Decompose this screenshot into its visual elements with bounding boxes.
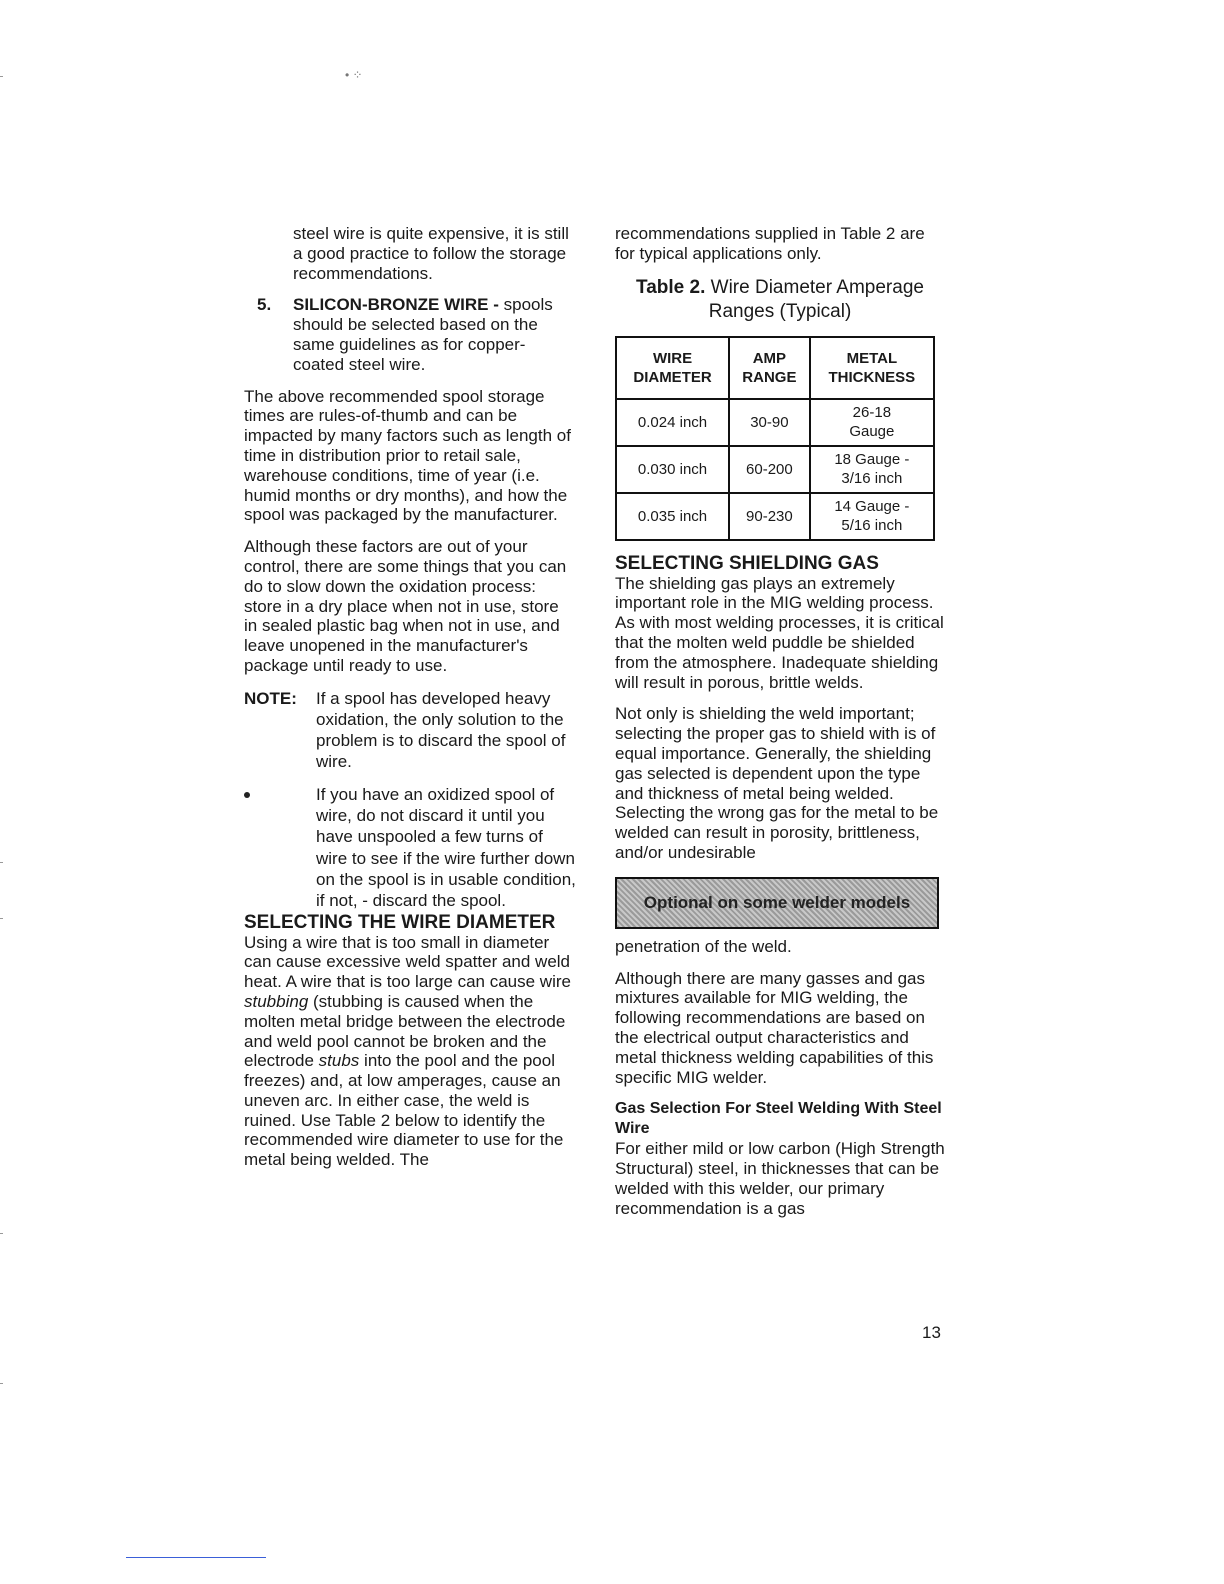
- table-row: [616, 446, 934, 493]
- cell-metal-thickness: 18 Gauge - 3/16 inch: [810, 446, 934, 493]
- margin-tick: [0, 76, 3, 77]
- right-column: [615, 224, 945, 1231]
- section-heading-shielding-gas: SELECTING SHIELDING GAS: [615, 552, 879, 574]
- wd-term-stubs: stubs: [318, 1051, 360, 1071]
- oxidation-paragraph: Although these factors are out of your control, there are some things that you can do to slow down the oxidation process: store in a dry place when not in use, store in sealed plastic bag when not in use, and leave unopened in the manufacturer's package until ready to use.: [244, 537, 567, 675]
- bullet-icon: [244, 784, 316, 912]
- cell-amp-range: 90-230: [729, 493, 810, 540]
- note-text: If a spool has developed heavy oxidation, the only solution to the problem is to discard the spool of wire.: [316, 688, 566, 771]
- header-amp-range: AMP RANGE: [729, 337, 810, 399]
- margin-tick: [0, 1233, 3, 1234]
- wd-term-stubbing: stubbing: [244, 991, 309, 1011]
- wd-text-3: into the pool and the pool freezes) and, at low amperages, cause an uneven arc. In either case, the weld is ruined. Use Table 2 below to identify the recommended wire diameter to use for the metal being welded. The: [244, 1051, 564, 1170]
- left-intro-continuation: steel wire is quite expensive, it is still a good practice to follow the storage recommendations.: [293, 224, 569, 283]
- margin-tick: [0, 1383, 3, 1384]
- bullet-text: If you have an oxidized spool of wire, do not discard it until you have unspooled a few turns of wire to see if the wire further down on the spool is in usable condition, if not, - discard the spool.: [316, 784, 576, 911]
- optional-models-banner: Optional on some welder models: [615, 877, 939, 929]
- wire-diameter-paragraph: [244, 933, 576, 1171]
- note-label: NOTE:: [244, 688, 297, 708]
- section-heading-wire-diameter: SELECTING THE WIRE DIAMETER: [244, 911, 556, 933]
- table-header-row: [616, 337, 934, 399]
- cell-metal-thickness: 14 Gauge - 5/16 inch: [810, 493, 934, 540]
- note-block: [244, 688, 576, 772]
- page-number: 13: [922, 1323, 941, 1342]
- table-title-line-2: Ranges (Typical): [708, 300, 852, 322]
- shielding-gas-paragraph-2: Not only is shielding the weld important; selecting the proper gas to shield with is of equal importance. Generally, the shielding gas selected is dependent upon the type and thickness of metal being welded. Selecting the wrong gas for the metal to be welded can result in porosity, brittleness, and/or undesirable: [615, 704, 939, 862]
- right-intro-continuation: recommendations supplied in Table 2 are for typical applications only.: [615, 224, 925, 263]
- wd-text-1: Using a wire that is too small in diameter can cause excessive weld spatter and weld heat. A wire that is too large can cause wire: [244, 932, 571, 992]
- header-wire-diameter: WIRE DIAMETER: [616, 337, 729, 399]
- shielding-gas-paragraph-1: The shielding gas plays an extremely important role in the MIG welding process. As with most welding processes, it is critical that the molten weld puddle be shielded from the atmosphere. Inadequate shielding will result in porous, brittle welds.: [615, 573, 944, 692]
- cell-wire-diameter: 0.035 inch: [616, 493, 729, 540]
- table-caption: [615, 276, 945, 324]
- storage-paragraph: The above recommended spool storage times are rules-of-thumb and can be impacted by many factors such as length of time in distribution prior to retail sale, warehouse conditions, time of year (i.e. humid months or dry months), and how the spool was packaged by the manufacturer.: [244, 386, 571, 525]
- cell-amp-range: 30-90: [729, 399, 810, 446]
- bullet-item: [244, 784, 576, 912]
- header-metal-thickness: METAL THICKNESS: [810, 337, 934, 399]
- cell-wire-diameter: 0.030 inch: [616, 446, 729, 493]
- wd-text-2: (stubbing is caused when the molten metal bridge between the electrode and weld pool cannot be broken and the electrode: [244, 991, 566, 1071]
- shielding-gas-paragraph-2-continued: penetration of the weld.: [615, 936, 792, 956]
- list-item-text: spools should be selected based on the same guidelines as for copper-coated steel wire.: [293, 295, 553, 374]
- scan-mark: • ⁘: [345, 68, 363, 82]
- table-row: [616, 493, 934, 540]
- link-underline: [126, 1557, 266, 1558]
- gas-selection-subheading: Gas Selection For Steel Welding With Steel Wire: [615, 1100, 942, 1138]
- table-row: [616, 399, 934, 446]
- list-item-5: [244, 295, 576, 374]
- margin-tick: [0, 862, 3, 863]
- table-title-line-1: Wire Diameter Amperage: [705, 276, 924, 298]
- table-number: Table 2.: [636, 276, 706, 298]
- list-item-body: [293, 295, 576, 374]
- shielding-gas-paragraph-3: Although there are many gasses and gas mixtures available for MIG welding, the following recommendations are based on the electrical output characteristics and metal thickness welding capabilities of this specific MIG welder.: [615, 968, 934, 1087]
- cell-metal-thickness: 26-18 Gauge: [810, 399, 934, 446]
- margin-tick: [0, 918, 3, 919]
- left-column: [244, 224, 576, 1182]
- cell-wire-diameter: 0.024 inch: [616, 399, 729, 446]
- shielding-gas-paragraph-4: For either mild or low carbon (High Strength Structural) steel, in thicknesses that can be welded with this welder, our primary recommendation is a gas: [615, 1139, 945, 1218]
- cell-amp-range: 60-200: [729, 446, 810, 493]
- wire-diameter-table: [615, 336, 935, 541]
- list-item-term: SILICON-BRONZE WIRE -: [293, 295, 499, 315]
- list-item-number: 5.: [257, 295, 272, 315]
